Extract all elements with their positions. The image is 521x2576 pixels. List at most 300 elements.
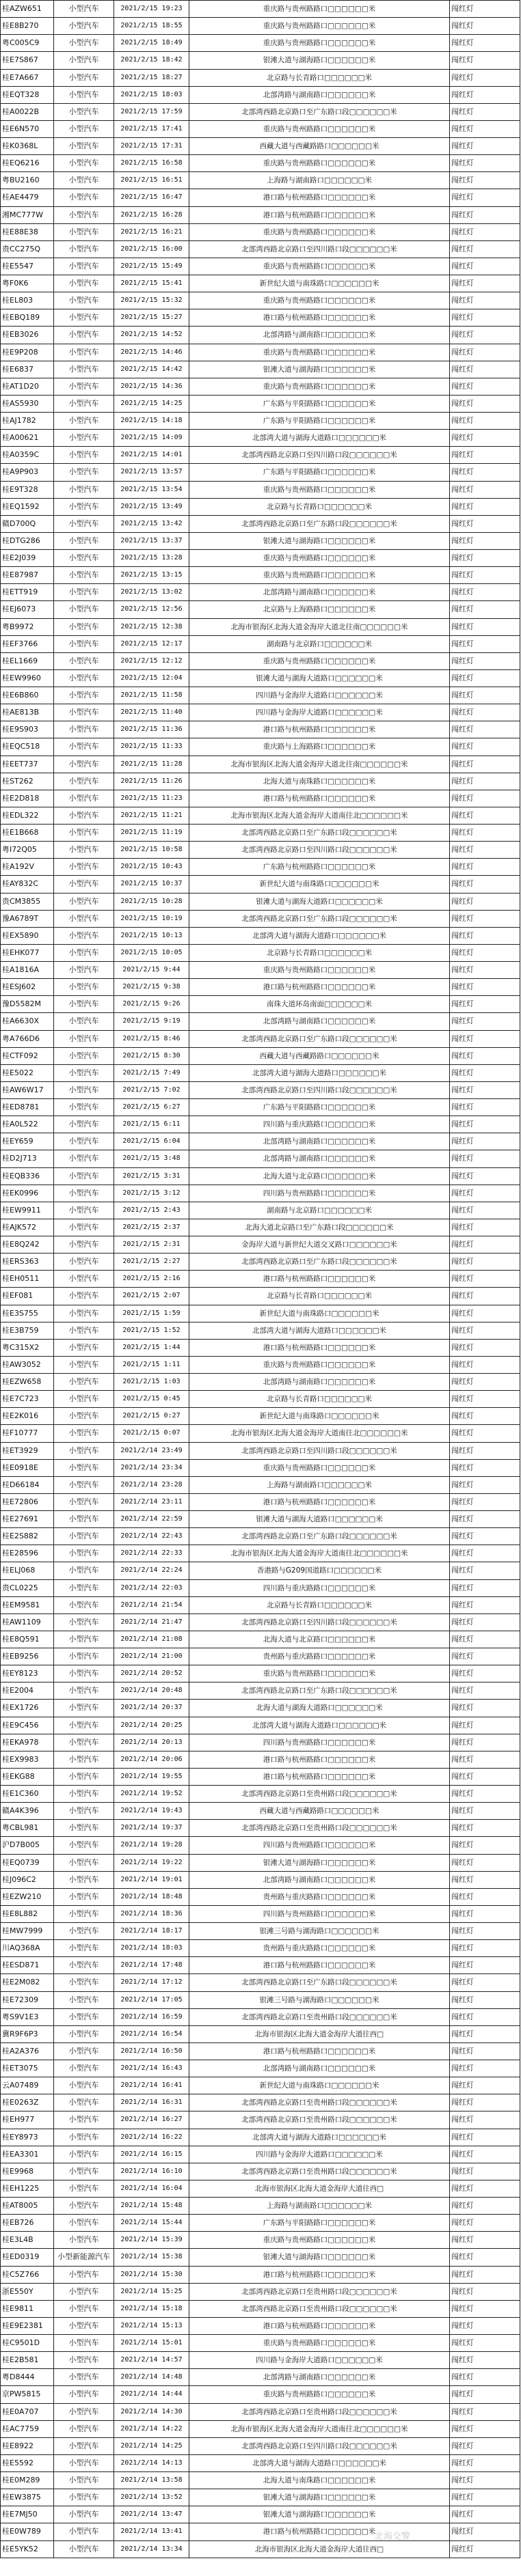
vehicle-type-cell: 小型汽车: [54, 2300, 114, 2317]
time-cell: 2021/2/15 16:51: [114, 172, 189, 189]
location-cell: 银滩三号路与湖海路口□□□□□□米: [189, 1923, 450, 1940]
table-row: [1, 1974, 520, 1991]
vehicle-type-cell: 小型汽车: [54, 344, 114, 361]
table-row: [1, 2523, 520, 2540]
location-cell: 广东路与平阳路路口□□□□□□米: [189, 2215, 450, 2232]
violation-cell: 闯红灯: [450, 550, 520, 567]
violation-cell: 闯红灯: [450, 258, 520, 275]
table-row: [1, 2249, 520, 2266]
time-cell: 2021/2/15 18:03: [114, 86, 189, 103]
vehicle-type-cell: 小型汽车: [54, 2146, 114, 2163]
vehicle-type-cell: 小型汽车: [54, 1064, 114, 1081]
vehicle-type-cell: 小型汽车: [54, 1081, 114, 1098]
vehicle-type-cell: 小型汽车: [54, 309, 114, 327]
vehicle-type-cell: 小型汽车: [54, 1339, 114, 1356]
vehicle-type-cell: 小型汽车: [54, 1408, 114, 1425]
location-cell: 重庆路与贵州路路口□□□□□□米: [189, 378, 450, 395]
vehicle-type-cell: 小型汽车: [54, 1425, 114, 1442]
vehicle-type-cell: 小型汽车: [54, 2317, 114, 2334]
violation-cell: 闯红灯: [450, 1528, 520, 1545]
time-cell: 2021/2/14 16:50: [114, 2042, 189, 2060]
violation-cell: 闯红灯: [450, 35, 520, 52]
violation-cell: 闯红灯: [450, 1786, 520, 1803]
time-cell: 2021/2/14 18:48: [114, 1888, 189, 1905]
time-cell: 2021/2/15 14:25: [114, 395, 189, 412]
violation-cell: 闯红灯: [450, 910, 520, 927]
violation-cell: 闯红灯: [450, 2146, 520, 2163]
plate-cell: 桂A1816A: [1, 962, 54, 979]
violation-cell: 闯红灯: [450, 1854, 520, 1871]
vehicle-type-cell: 小型汽车: [54, 1923, 114, 1940]
violation-cell: 闯红灯: [450, 2454, 520, 2471]
location-cell: 银滩大道与湖海路口□□□□□□米: [189, 532, 450, 549]
violation-cell: 闯红灯: [450, 1991, 520, 2008]
location-cell: 北海市银海区北海大道金海岸大道北往南□□□□□□米: [189, 756, 450, 773]
location-cell: 港口路与杭州路路口□□□□□□米: [189, 309, 450, 327]
vehicle-type-cell: 小型汽车: [54, 2163, 114, 2180]
location-cell: 港口路与杭州路路口□□□□□□米: [189, 189, 450, 206]
violation-cell: 闯红灯: [450, 138, 520, 155]
plate-cell: 桂E3B759: [1, 1322, 54, 1339]
location-cell: 北部湾路与湖南路口□□□□□□米: [189, 1133, 450, 1150]
table-row: [1, 756, 520, 773]
violation-cell: 闯红灯: [450, 1219, 520, 1236]
vehicle-type-cell: 小型汽车: [54, 206, 114, 223]
time-cell: 2021/2/15 1:52: [114, 1322, 189, 1339]
table-row: [1, 1579, 520, 1596]
vehicle-type-cell: 小型汽车: [54, 2111, 114, 2129]
violation-cell: 闯红灯: [450, 773, 520, 790]
violation-cell: 闯红灯: [450, 1408, 520, 1425]
vehicle-type-cell: 小型汽车: [54, 2077, 114, 2094]
violation-cell: 闯红灯: [450, 669, 520, 687]
time-cell: 2021/2/15 15:32: [114, 292, 189, 309]
time-cell: 2021/2/15 14:52: [114, 327, 189, 344]
location-cell: 重庆路与贵州路路口□□□□□□米: [189, 962, 450, 979]
table-row: [1, 481, 520, 498]
table-row: [1, 962, 520, 979]
time-cell: 2021/2/14 15:44: [114, 2215, 189, 2232]
time-cell: 2021/2/15 16:47: [114, 189, 189, 206]
plate-cell: 桂EY8123: [1, 1665, 54, 1682]
plate-cell: 桂D66184: [1, 1476, 54, 1493]
table-row: [1, 1254, 520, 1271]
table-row: [1, 1717, 520, 1734]
vehicle-type-cell: 小型汽车: [54, 189, 114, 206]
plate-cell: 桂E2K016: [1, 1408, 54, 1425]
location-cell: 北海市银海区北海大道金海岸大道南往北□□□□□□米: [189, 1425, 450, 1442]
time-cell: 2021/2/14 16:43: [114, 2060, 189, 2077]
violation-cell: 闯红灯: [450, 1116, 520, 1133]
location-cell: 广东路与平阳路路口□□□□□□米: [189, 464, 450, 481]
location-cell: 重庆路与贵州路路口□□□□□□米: [189, 481, 450, 498]
table-row: [1, 652, 520, 669]
time-cell: 2021/2/14 20:13: [114, 1734, 189, 1751]
violation-cell: 闯红灯: [450, 481, 520, 498]
plate-cell: 桂E6N570: [1, 120, 54, 137]
table-row: [1, 189, 520, 206]
plate-cell: 贵CM3855: [1, 893, 54, 910]
table-row: [1, 738, 520, 756]
violation-cell: 闯红灯: [450, 1734, 520, 1751]
violation-cell: 闯红灯: [450, 1081, 520, 1098]
location-cell: 港口路与杭州路路口□□□□□□米: [189, 2266, 450, 2283]
vehicle-type-cell: 小型汽车: [54, 1596, 114, 1614]
plate-cell: 桂ESJ602: [1, 979, 54, 996]
location-cell: 北海市银海区北海大道金海岸大道北往南□□□□□□米: [189, 618, 450, 635]
table-row: [1, 2300, 520, 2317]
vehicle-type-cell: 小型汽车: [54, 2403, 114, 2420]
vehicle-type-cell: 小型汽车: [54, 825, 114, 842]
violation-cell: 闯红灯: [450, 2472, 520, 2489]
time-cell: 2021/2/15 14:01: [114, 447, 189, 464]
plate-cell: 桂EX1726: [1, 1700, 54, 1717]
table-row: [1, 69, 520, 86]
plate-cell: 桂EH977: [1, 2111, 54, 2129]
location-cell: 贵州路与重庆路路口□□□□□□米: [189, 1648, 450, 1665]
time-cell: 2021/2/14 15:13: [114, 2317, 189, 2334]
vehicle-type-cell: 小型汽车: [54, 138, 114, 155]
table-row: [1, 773, 520, 790]
location-cell: 银滩大道与湖海大道路口□□□□□□米: [189, 893, 450, 910]
watermark-text: 北海交警: [375, 2532, 411, 2542]
plate-cell: 粤B9972: [1, 618, 54, 635]
location-cell: 四川路与金海岸大道路口□□□□□□米: [189, 2146, 450, 2163]
plate-cell: 粤C315X2: [1, 1339, 54, 1356]
time-cell: 2021/2/15 0:27: [114, 1408, 189, 1425]
table-row: [1, 721, 520, 738]
time-cell: 2021/2/15 6:27: [114, 1099, 189, 1116]
vehicle-type-cell: 小型汽车: [54, 859, 114, 876]
plate-cell: 桂E8L882: [1, 1905, 54, 1922]
location-cell: 重庆路与贵州路路口□□□□□□米: [189, 652, 450, 669]
vehicle-type-cell: 小型汽车: [54, 378, 114, 395]
vehicle-type-cell: 小型汽车: [54, 35, 114, 52]
location-cell: 重庆路与贵州路路口□□□□□□米: [189, 223, 450, 240]
violation-cell: 闯红灯: [450, 1751, 520, 1768]
plate-cell: 桂CTF092: [1, 1047, 54, 1064]
table-row: [1, 447, 520, 464]
vehicle-type-cell: 小型汽车: [54, 327, 114, 344]
table-row: [1, 704, 520, 721]
violation-cell: 闯红灯: [450, 86, 520, 103]
vehicle-type-cell: 小型汽车: [54, 1271, 114, 1288]
plate-cell: 桂EF081: [1, 1288, 54, 1305]
time-cell: 2021/2/14 14:30: [114, 2403, 189, 2420]
plate-cell: 桂EJ6073: [1, 601, 54, 618]
violation-cell: 闯红灯: [450, 240, 520, 258]
table-row: [1, 2540, 520, 2558]
violation-cell: 闯红灯: [450, 738, 520, 756]
violation-cell: 闯红灯: [450, 1871, 520, 1888]
time-cell: 2021/2/15 9:44: [114, 962, 189, 979]
table-row: [1, 1768, 520, 1785]
violation-cell: 闯红灯: [450, 2300, 520, 2317]
plate-cell: 桂A0359C: [1, 447, 54, 464]
vehicle-type-cell: 小型汽车: [54, 18, 114, 35]
table-row: [1, 669, 520, 687]
violation-cell: 闯红灯: [450, 2540, 520, 2558]
vehicle-type-cell: 小型汽车: [54, 2215, 114, 2232]
time-cell: 2021/2/14 19:52: [114, 1786, 189, 1803]
time-cell: 2021/2/14 19:43: [114, 1803, 189, 1820]
vehicle-type-cell: 小型汽车: [54, 2420, 114, 2437]
time-cell: 2021/2/14 14:25: [114, 2437, 189, 2454]
location-cell: 西藏大道与西藏路路口□□□□□□米: [189, 138, 450, 155]
time-cell: 2021/2/15 1:44: [114, 1339, 189, 1356]
table-row: [1, 35, 520, 52]
plate-cell: 桂EQC518: [1, 738, 54, 756]
vehicle-type-cell: 小型汽车: [54, 842, 114, 859]
violation-cell: 闯红灯: [450, 223, 520, 240]
plate-cell: 桂MW7999: [1, 1923, 54, 1940]
time-cell: 2021/2/15 17:59: [114, 103, 189, 120]
time-cell: 2021/2/14 13:41: [114, 2523, 189, 2540]
time-cell: 2021/2/15 19:23: [114, 1, 189, 18]
table-row: [1, 1305, 520, 1322]
violation-cell: 闯红灯: [450, 172, 520, 189]
location-cell: 西藏大道与西藏路路口□□□□□□米: [189, 1803, 450, 1820]
plate-cell: 桂EQ0739: [1, 1854, 54, 1871]
location-cell: 银滩大道与湖海路口□□□□□□米: [189, 361, 450, 378]
table-row: [1, 1442, 520, 1459]
vehicle-type-cell: 小型汽车: [54, 1254, 114, 1271]
table-row: [1, 1837, 520, 1854]
vehicle-type-cell: 小型汽车: [54, 1288, 114, 1305]
table-row: [1, 1099, 520, 1116]
plate-cell: 桂E0A707: [1, 2403, 54, 2420]
plate-cell: 贵CL0225: [1, 1579, 54, 1596]
location-cell: 北京路与长青路口□□□□□□米: [189, 1288, 450, 1305]
time-cell: 2021/2/14 17:48: [114, 1957, 189, 1974]
location-cell: 上海路与湖南路口□□□□□□米: [189, 172, 450, 189]
table-row: [1, 120, 520, 137]
time-cell: 2021/2/14 17:05: [114, 1991, 189, 2008]
time-cell: 2021/2/15 14:18: [114, 413, 189, 430]
location-cell: 北部湾路与湖南路口□□□□□□米: [189, 86, 450, 103]
vehicle-type-cell: 小型汽车: [54, 1167, 114, 1185]
vehicle-type-cell: 小型汽车: [54, 927, 114, 944]
table-row: [1, 859, 520, 876]
vehicle-type-cell: 小型汽车: [54, 52, 114, 69]
time-cell: 2021/2/14 16:27: [114, 2111, 189, 2129]
vehicle-type-cell: 小型汽车: [54, 1047, 114, 1064]
location-cell: 香港路与G209国道路口□□□□□□米: [189, 1562, 450, 1579]
location-cell: 重庆路与贵州路路口□□□□□□米: [189, 120, 450, 137]
location-cell: 北京路与长青路口□□□□□□米: [189, 498, 450, 515]
location-cell: 新世纪大道与南珠路口□□□□□□米: [189, 275, 450, 292]
vehicle-type-cell: 小型汽车: [54, 1374, 114, 1391]
vehicle-type-cell: 小型汽车: [54, 2042, 114, 2060]
table-row: [1, 1528, 520, 1545]
time-cell: 2021/2/15 14:46: [114, 344, 189, 361]
time-cell: 2021/2/14 22:33: [114, 1545, 189, 1562]
location-cell: 北部湾西路北京路口至贵州路口段□□□□□□米: [189, 2163, 450, 2180]
vehicle-type-cell: 小型汽车: [54, 1305, 114, 1322]
table-row: [1, 1408, 520, 1425]
time-cell: 2021/2/14 18:17: [114, 1923, 189, 1940]
time-cell: 2021/2/15 1:11: [114, 1356, 189, 1373]
table-row: [1, 2129, 520, 2146]
table-row: [1, 2369, 520, 2386]
location-cell: 北部湾大道与湖海大道路口□□□□□□米: [189, 1717, 450, 1734]
time-cell: 2021/2/14 21:08: [114, 1631, 189, 1648]
time-cell: 2021/2/15 15:49: [114, 258, 189, 275]
table-row: [1, 2472, 520, 2489]
plate-cell: 桂EQB336: [1, 1167, 54, 1185]
violation-cell: 闯红灯: [450, 2283, 520, 2300]
plate-cell: 桂ET3929: [1, 1442, 54, 1459]
location-cell: 港口路与杭州路路口□□□□□□米: [189, 2523, 450, 2540]
plate-cell: 桂EKG88: [1, 1768, 54, 1785]
table-row: [1, 910, 520, 927]
table-row: [1, 240, 520, 258]
time-cell: 2021/2/15 10:05: [114, 944, 189, 961]
time-cell: 2021/2/14 13:47: [114, 2506, 189, 2523]
plate-cell: 桂AJ1782: [1, 413, 54, 430]
violation-rows: [1, 1, 520, 2558]
vehicle-type-cell: 小型汽车: [54, 515, 114, 532]
violation-cell: 闯红灯: [450, 1374, 520, 1391]
plate-cell: 桂E9P208: [1, 344, 54, 361]
violation-cell: 闯红灯: [450, 309, 520, 327]
location-cell: 重庆路与贵州路路口□□□□□□米: [189, 2335, 450, 2352]
location-cell: 北部湾西路北京路口至广东路口段□□□□□□米: [189, 1528, 450, 1545]
violation-cell: 闯红灯: [450, 842, 520, 859]
time-cell: 2021/2/14 16:04: [114, 2180, 189, 2197]
location-cell: 重庆路与贵州路路口□□□□□□米: [189, 2386, 450, 2403]
location-cell: 港口路与杭州路路口□□□□□□米: [189, 1957, 450, 1974]
plate-cell: 桂A0022B: [1, 103, 54, 120]
time-cell: 2021/2/14 19:28: [114, 1837, 189, 1854]
violation-cell: 闯红灯: [450, 292, 520, 309]
table-row: [1, 876, 520, 893]
violation-cell: 闯红灯: [450, 1133, 520, 1150]
time-cell: 2021/2/15 13:42: [114, 515, 189, 532]
time-cell: 2021/2/14 23:34: [114, 1459, 189, 1476]
plate-cell: 桂AJK572: [1, 1219, 54, 1236]
vehicle-type-cell: 小型汽车: [54, 2386, 114, 2403]
time-cell: 2021/2/15 10:13: [114, 927, 189, 944]
violation-cell: 闯红灯: [450, 859, 520, 876]
violation-cell: 闯红灯: [450, 962, 520, 979]
location-cell: 广东路与平阳路路口□□□□□□米: [189, 413, 450, 430]
vehicle-type-cell: 小型汽车: [54, 1717, 114, 1734]
plate-cell: 桂ELJ068: [1, 1562, 54, 1579]
vehicle-type-cell: 小型汽车: [54, 120, 114, 137]
plate-cell: 桂E5YK52: [1, 2540, 54, 2558]
time-cell: 2021/2/15 14:36: [114, 378, 189, 395]
plate-cell: 赣D700Q: [1, 515, 54, 532]
time-cell: 2021/2/15 11:58: [114, 687, 189, 704]
time-cell: 2021/2/15 0:45: [114, 1391, 189, 1408]
violation-cell: 闯红灯: [450, 1545, 520, 1562]
plate-cell: 桂EF3766: [1, 635, 54, 652]
time-cell: 2021/2/14 23:49: [114, 1442, 189, 1459]
table-row: [1, 344, 520, 361]
vehicle-type-cell: 小型汽车: [54, 86, 114, 103]
violation-cell: 闯红灯: [450, 1562, 520, 1579]
violation-cell: 闯红灯: [450, 618, 520, 635]
plate-cell: 桂E8922: [1, 2437, 54, 2454]
table-row: [1, 1751, 520, 1768]
violation-cell: 闯红灯: [450, 2215, 520, 2232]
plate-cell: 桂E5592: [1, 2454, 54, 2471]
location-cell: 北部湾西路北京路口至四川路口段□□□□□□米: [189, 842, 450, 859]
table-row: [1, 2180, 520, 2197]
plate-cell: 桂E2S882: [1, 1528, 54, 1545]
violation-cell: 闯红灯: [450, 52, 520, 69]
vehicle-type-cell: 小型汽车: [54, 1888, 114, 1905]
violation-cell: 闯红灯: [450, 1322, 520, 1339]
violation-cell: 闯红灯: [450, 893, 520, 910]
plate-cell: 桂E2M082: [1, 1974, 54, 1991]
location-cell: 北海市银海区北海大道金海岸大道往西□: [189, 2180, 450, 2197]
location-cell: 上海路与湖南路口□□□□□□米: [189, 2198, 450, 2215]
vehicle-type-cell: 小型汽车: [54, 910, 114, 927]
location-cell: 湖南路与北京路口□□□□□□米: [189, 1202, 450, 1219]
vehicle-type-cell: 小型汽车: [54, 1562, 114, 1579]
time-cell: 2021/2/15 12:04: [114, 669, 189, 687]
time-cell: 2021/2/15 18:42: [114, 52, 189, 69]
table-row: [1, 2198, 520, 2215]
violation-cell: 闯红灯: [450, 1425, 520, 1442]
vehicle-type-cell: 小型汽车: [54, 2025, 114, 2042]
vehicle-type-cell: 小型汽车: [54, 1322, 114, 1339]
location-cell: 重庆路与贵州路路口□□□□□□米: [189, 1459, 450, 1476]
table-row: [1, 172, 520, 189]
plate-cell: 桂A00621: [1, 430, 54, 447]
violation-cell: 闯红灯: [450, 721, 520, 738]
violation-cell: 闯红灯: [450, 1202, 520, 1219]
violation-cell: 闯红灯: [450, 69, 520, 86]
time-cell: 2021/2/14 19:22: [114, 1854, 189, 1871]
location-cell: 新世纪大道与南珠路口□□□□□□米: [189, 2077, 450, 2094]
location-cell: 北部湾路与湖南路口□□□□□□米: [189, 1374, 450, 1391]
vehicle-type-cell: 小型汽车: [54, 1700, 114, 1717]
violation-cell: 闯红灯: [450, 1648, 520, 1665]
vehicle-type-cell: 小型汽车: [54, 1682, 114, 1700]
table-row: [1, 1854, 520, 1871]
vehicle-type-cell: 小型汽车: [54, 1940, 114, 1957]
violation-cell: 闯红灯: [450, 395, 520, 412]
plate-cell: 桂EH1225: [1, 2180, 54, 2197]
violation-cell: 闯红灯: [450, 2232, 520, 2249]
violation-cell: 闯红灯: [450, 2523, 520, 2540]
table-row: [1, 155, 520, 172]
violation-cell: 闯红灯: [450, 1150, 520, 1167]
plate-cell: 桂AW6W17: [1, 1081, 54, 1098]
time-cell: 2021/2/14 16:41: [114, 2077, 189, 2094]
table-row: [1, 2437, 520, 2454]
table-row: [1, 1682, 520, 1700]
violation-cell: 闯红灯: [450, 1493, 520, 1510]
time-cell: 2021/2/14 19:01: [114, 1871, 189, 1888]
violation-cell: 闯红灯: [450, 2077, 520, 2094]
violation-cell: 闯红灯: [450, 979, 520, 996]
vehicle-type-cell: 小型汽车: [54, 2335, 114, 2352]
location-cell: 贵州路与重庆路路口□□□□□□米: [189, 1940, 450, 1957]
location-cell: 北部湾路与湖南路口□□□□□□米: [189, 584, 450, 601]
plate-cell: 桂E7MJ50: [1, 2506, 54, 2523]
vehicle-type-cell: 小型汽车: [54, 2454, 114, 2471]
plate-cell: 浙E550Y: [1, 2283, 54, 2300]
plate-cell: 桂E2J039: [1, 550, 54, 567]
table-row: [1, 825, 520, 842]
plate-cell: 桂DTG286: [1, 532, 54, 549]
table-row: [1, 979, 520, 996]
violation-cell: 闯红灯: [450, 2420, 520, 2437]
